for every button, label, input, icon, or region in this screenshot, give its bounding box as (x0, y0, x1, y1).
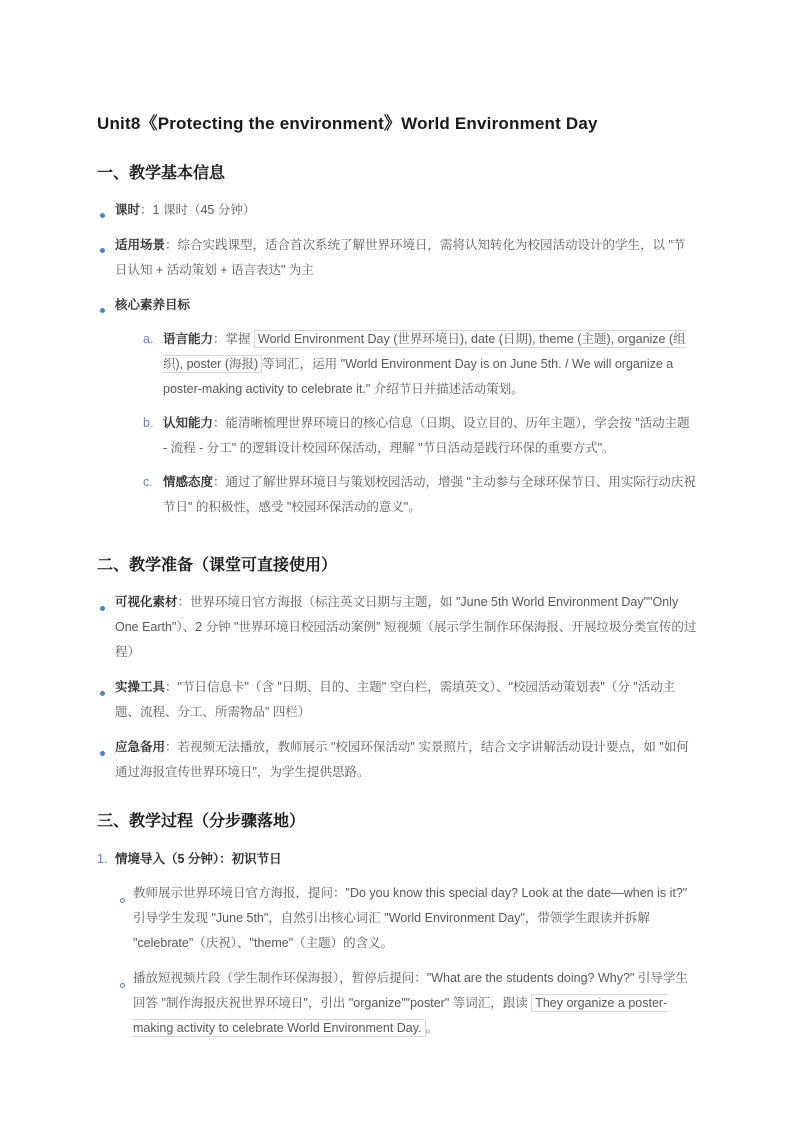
goal-text (163, 411, 697, 461)
goal-text (163, 470, 697, 520)
bullet-marker (97, 735, 115, 785)
item-value: ：1 课时（45 分钟） (140, 203, 256, 218)
goal-marker: c. (143, 475, 153, 490)
list-item-backup-plan (97, 735, 697, 785)
goal-marker: a. (143, 332, 154, 347)
step-1-heading (97, 847, 697, 872)
substep-text (133, 881, 697, 956)
step-number: 1. (97, 851, 108, 866)
circle-bullet-marker (117, 881, 133, 956)
list-item-core-goals (97, 293, 697, 529)
list-item-visual-materials (97, 590, 697, 665)
bullet-icon (100, 691, 105, 696)
goal-item-cognition (143, 411, 697, 461)
section-1-heading: 一、教学基本信息 (97, 164, 226, 182)
goal-text-pre: ：掌握 (213, 332, 254, 347)
goal-item-language (143, 327, 697, 402)
bullet-icon (100, 308, 105, 313)
item-label: 可视化素材 (115, 595, 178, 610)
substep-text-pre: 教师展示世界环境日官方海报，提问："Do you know this special day? Look at the date—when is it?" 引导学生发现 "June 5th"，自然引出核心词汇 "World Environment Day"，带领学生跟读并拆解 "celebrate"（庆祝）、"theme"（主题）的含义。 (133, 885, 688, 950)
goals-list (143, 327, 697, 520)
bullet-icon (100, 751, 105, 756)
boxed-phrase: World Environment Day (世界环境日), date (日期), theme (主题), organize (组织), poster (海报) (163, 332, 686, 372)
goal-marker: b. (143, 416, 154, 431)
list-item-practical-tools (97, 675, 697, 725)
list-item-scenario (97, 233, 697, 283)
bullet-marker (97, 675, 115, 725)
list-item-text (115, 233, 697, 283)
goal-text-pre: ：能清晰梳理世界环境日的核心信息（日期、设立目的、历年主题），学会按 "活动主题 - 流程 - 分工" 的逻辑设计校园环保活动，理解 "节日活动是践行环保的重要方式"。 (163, 416, 690, 456)
item-label: 实操工具 (115, 680, 166, 695)
list-item-text (115, 293, 697, 318)
substep-text-pre: 播放短视频片段（学生制作环保海报），暂停后提问："What are the students doing? Why?" 引导学生回答 "制作海报庆祝世界环境日"，引出 "organize""poster" 等词汇，跟读 (133, 970, 688, 1010)
goal-text-pre: ：通过了解世界环境日与策划校园活动，增强 "主动参与全球环保节日、用实际行动庆祝节日" 的积极性，感受 "校园环保活动的意义"。 (163, 475, 696, 515)
circle-bullet-icon (120, 983, 125, 988)
bullet-icon (100, 213, 105, 218)
item-value: ：世界环境日官方海报（标注英文日期与主题，如 "June 5th World Environment Day""Only One Earth"）、2 分钟 "世界环境日校园活动案例" 短视频（展示学生制作环保海报、开展垃圾分类宣传的过程） (115, 595, 697, 660)
bullet-marker (97, 198, 115, 223)
step-label: 情境导入（5 分钟）：初识节日 (115, 851, 282, 866)
circle-bullet-icon (120, 898, 125, 903)
section-2-heading: 二、教学准备（课堂可直接使用） (97, 557, 338, 575)
bullet-marker (97, 590, 115, 665)
substep-text (133, 966, 697, 1041)
bullet-icon (100, 606, 105, 611)
list-item-text (115, 198, 697, 223)
list-item-text (115, 675, 697, 725)
item-label: 核心素养目标 (115, 298, 191, 313)
bullet-marker (97, 293, 115, 529)
section-3-heading: 三、教学过程（分步骤落地） (97, 813, 306, 831)
item-label: 课时 (115, 203, 141, 218)
goal-label: 认知能力 (163, 416, 214, 431)
goal-label: 语言能力 (163, 332, 214, 347)
goal-label: 情感态度 (163, 475, 214, 490)
substep-text-post: 。 (425, 1020, 439, 1035)
circle-bullet-marker (117, 966, 133, 1041)
list-item-text (115, 590, 697, 665)
substep-list (117, 881, 697, 1041)
item-label: 应急备用 (115, 740, 166, 755)
list-item-text (115, 735, 697, 785)
bullet-marker (97, 233, 115, 283)
item-value: ：若视频无法播放，教师展示 "校园环保活动" 实景照片，结合文字讲解活动设计要点，如 "如何通过海报宣传世界环境日"，为学生提供思路。 (115, 740, 689, 780)
document-title: Unit8《Protecting the environment》World Environment Day (97, 114, 598, 133)
goal-item-affect (143, 470, 697, 520)
item-value: ：综合实践课型，适合首次系统了解世界环境日，需将认知转化为校园活动设计的学生，以 "节日认知 + 活动策划 + 语言表达" 为主 (115, 238, 686, 278)
boxed-phrase: They organize a poster-making activity to celebrate World Environment Day. (133, 995, 668, 1035)
substep-video-clip (117, 966, 697, 1041)
goal-text-post: 等词汇，运用 "World Environment Day is on June 5th. / We will organize a poster-making activity to celebrate it." 介绍节日并描述活动策划。 (163, 357, 674, 397)
core-goals-body (115, 293, 697, 529)
list-item-class-hours (97, 198, 697, 223)
goal-text (163, 327, 697, 402)
substep-poster-lead-in (117, 881, 697, 956)
bullet-icon (100, 248, 105, 253)
item-value: ："节日信息卡"（含 "日期、目的、主题" 空白栏，需填英文）、"校园活动策划表"（分 "活动主题、流程、分工、所需物品" 四栏） (115, 680, 676, 720)
item-label: 适用场景 (115, 238, 166, 253)
